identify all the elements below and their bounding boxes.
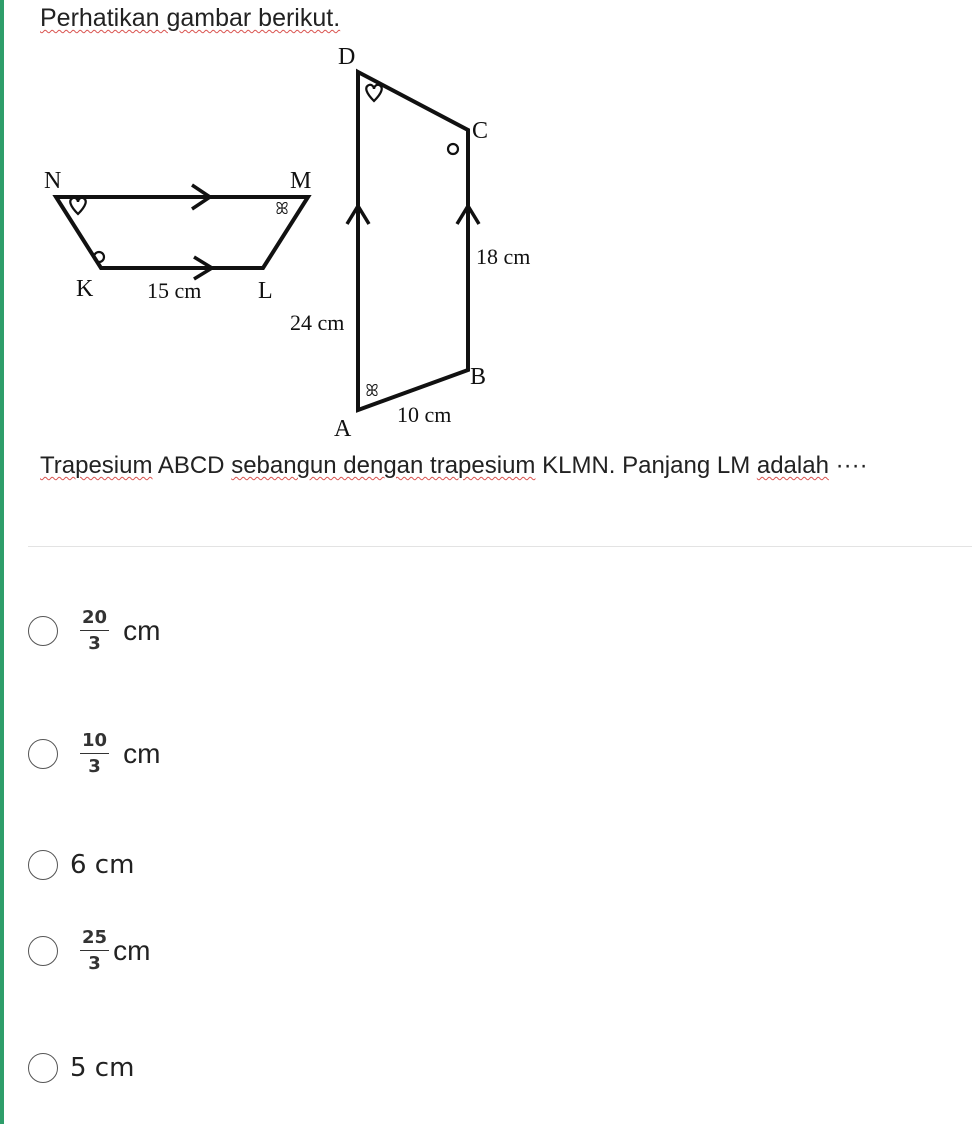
option-4-unit: cm [113, 935, 151, 966]
question-word-1: Trapesium [40, 452, 153, 479]
option-4-fraction [80, 929, 109, 973]
answer-option-5[interactable] [28, 1048, 134, 1088]
question-word-4: KLMN. Panjang LM [535, 452, 757, 479]
radio-button-5[interactable] [28, 1053, 58, 1083]
answer-option-4[interactable] [28, 919, 150, 983]
option-1-unit: cm [123, 615, 161, 646]
question-word-2: ABCD [152, 452, 232, 479]
option-4-numerator: 25 [80, 929, 109, 951]
option-2-numerator: 10 [80, 732, 109, 754]
option-5-text: 5 cm [70, 1053, 135, 1083]
trapezoid-abcd [358, 72, 468, 410]
angle-mark-cross-m: ꕤ [275, 201, 289, 218]
label-kl-length: 15 cm [147, 278, 202, 303]
label-c: C [472, 118, 489, 144]
answer-option-3[interactable] [28, 845, 134, 885]
option-1-fraction [80, 609, 109, 653]
label-bc-length: 18 cm [476, 244, 531, 269]
label-n: N [44, 168, 62, 194]
option-2-fraction [80, 732, 109, 776]
radio-button-4[interactable] [28, 936, 58, 966]
intro-text-content: Perhatikan gambar berikut. [40, 4, 341, 32]
angle-mark-heart-d [366, 85, 381, 101]
answer-option-2[interactable] [28, 722, 160, 786]
angle-mark-heart-n [70, 198, 85, 214]
question-text [40, 452, 868, 480]
trapezoid-figure [0, 0, 560, 445]
answer-option-1[interactable] [28, 599, 160, 663]
option-2-denominator: 3 [88, 756, 101, 777]
angle-mark-cross-a: ꕤ [365, 383, 379, 400]
question-word-6: ···· [828, 452, 868, 479]
option-4-denominator: 3 [88, 953, 101, 974]
label-m: M [290, 168, 312, 194]
option-1-denominator: 3 [88, 633, 101, 654]
label-b: B [470, 364, 487, 390]
label-ad-length: 24 cm [290, 310, 345, 335]
label-a: A [334, 416, 352, 442]
option-1-numerator: 20 [80, 609, 109, 631]
question-word-5: adalah [756, 452, 829, 479]
radio-button-2[interactable] [28, 739, 58, 769]
option-2-unit: cm [123, 738, 161, 769]
question-word-3: sebangun dengan trapesium [231, 452, 536, 479]
label-k: K [76, 276, 94, 302]
angle-mark-circle-c [448, 144, 458, 154]
label-ab-length: 10 cm [397, 402, 452, 427]
label-l: L [258, 278, 273, 304]
option-3-text: 6 cm [70, 850, 135, 880]
radio-button-3[interactable] [28, 850, 58, 880]
label-d: D [338, 44, 356, 70]
question-divider [28, 546, 972, 547]
radio-button-1[interactable] [28, 616, 58, 646]
